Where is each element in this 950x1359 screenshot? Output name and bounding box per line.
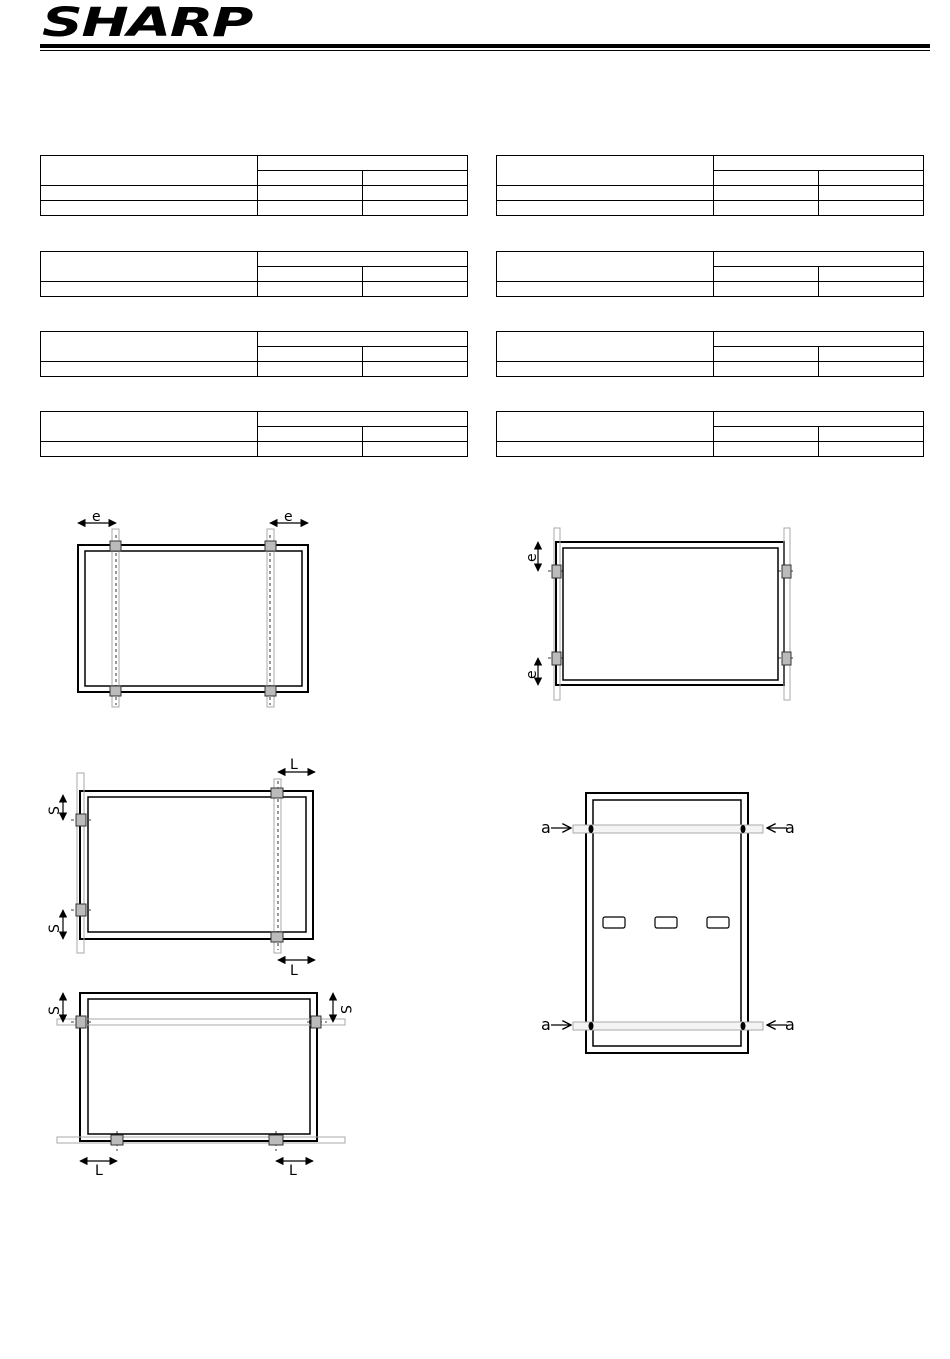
spec-table-7 [40,411,468,457]
header-rule-thin [40,50,930,51]
spec-table-1 [40,155,468,216]
dimension-label-s: S [47,924,63,933]
mount-bar-top [57,1019,345,1025]
dimension-label-e: e [524,670,540,679]
sharp-logo [42,2,254,42]
panel-outer-frame [80,993,317,1141]
direction-label-a: a [785,818,795,837]
mount-point [271,788,283,798]
dimension-label-s: S [47,1006,63,1015]
direction-label-a: a [785,1015,795,1034]
spec-table-2 [496,155,924,216]
panel-inner-frame [563,548,778,680]
dimension-label-e: e [284,509,293,525]
dimension-label-s: S [337,1005,353,1014]
panel-inner-frame [85,551,302,686]
mount-point [76,1016,86,1028]
dimension-label-e: e [524,553,540,562]
dimension-label-s: S [47,806,63,815]
spec-table-5 [40,331,468,377]
mount-point [269,1135,283,1145]
mount-point [265,686,276,696]
dimension-label-l: L [290,963,298,979]
mount-point [311,1016,321,1028]
mount-point [76,904,86,916]
mount-point [111,1135,123,1145]
spec-table-3 [40,251,468,297]
mount-point [552,565,561,578]
rail-bottom [573,1022,763,1030]
dimension-label-l: L [290,757,298,773]
diagram-landscape-side-brackets [520,522,800,712]
panel-slot [603,917,625,928]
direction-label-a: a [541,1015,551,1034]
spec-table-8 [496,411,924,457]
fixing-point [589,1022,594,1030]
fixing-point [741,825,746,833]
dimension-label-l: L [95,1163,103,1179]
panel-slot [655,917,677,928]
mount-point [265,541,276,551]
mount-point [782,565,791,578]
mount-point [271,932,283,942]
mount-bar-left [112,529,119,707]
mount-point [110,541,121,551]
direction-label-a: a [541,818,551,837]
dimension-label-l: L [289,1163,297,1179]
mount-point [76,814,86,826]
diagram-portrait-rails [535,785,805,1065]
sharp-logo-text: SHARP [42,2,253,42]
fixing-point [589,825,594,833]
mount-bar-right [274,779,281,953]
spec-table-6 [496,331,924,377]
fixing-point [741,1022,746,1030]
dimension-label-e: e [92,509,101,525]
mount-bar-right [267,529,274,707]
mount-point [782,652,791,665]
mount-point [552,652,561,665]
panel-inner-frame [88,797,306,932]
spec-table-4 [496,251,924,297]
rail-top [573,825,763,833]
panel-outer-frame [556,542,784,685]
diagram-landscape-mixed-brackets-2 [45,985,355,1185]
diagram-landscape-mixed-brackets-1 [45,755,335,980]
diagram-landscape-vertical-brackets [70,505,320,715]
header-rule-thick [40,44,930,48]
panel-slot [707,917,729,928]
mount-point [110,686,121,696]
